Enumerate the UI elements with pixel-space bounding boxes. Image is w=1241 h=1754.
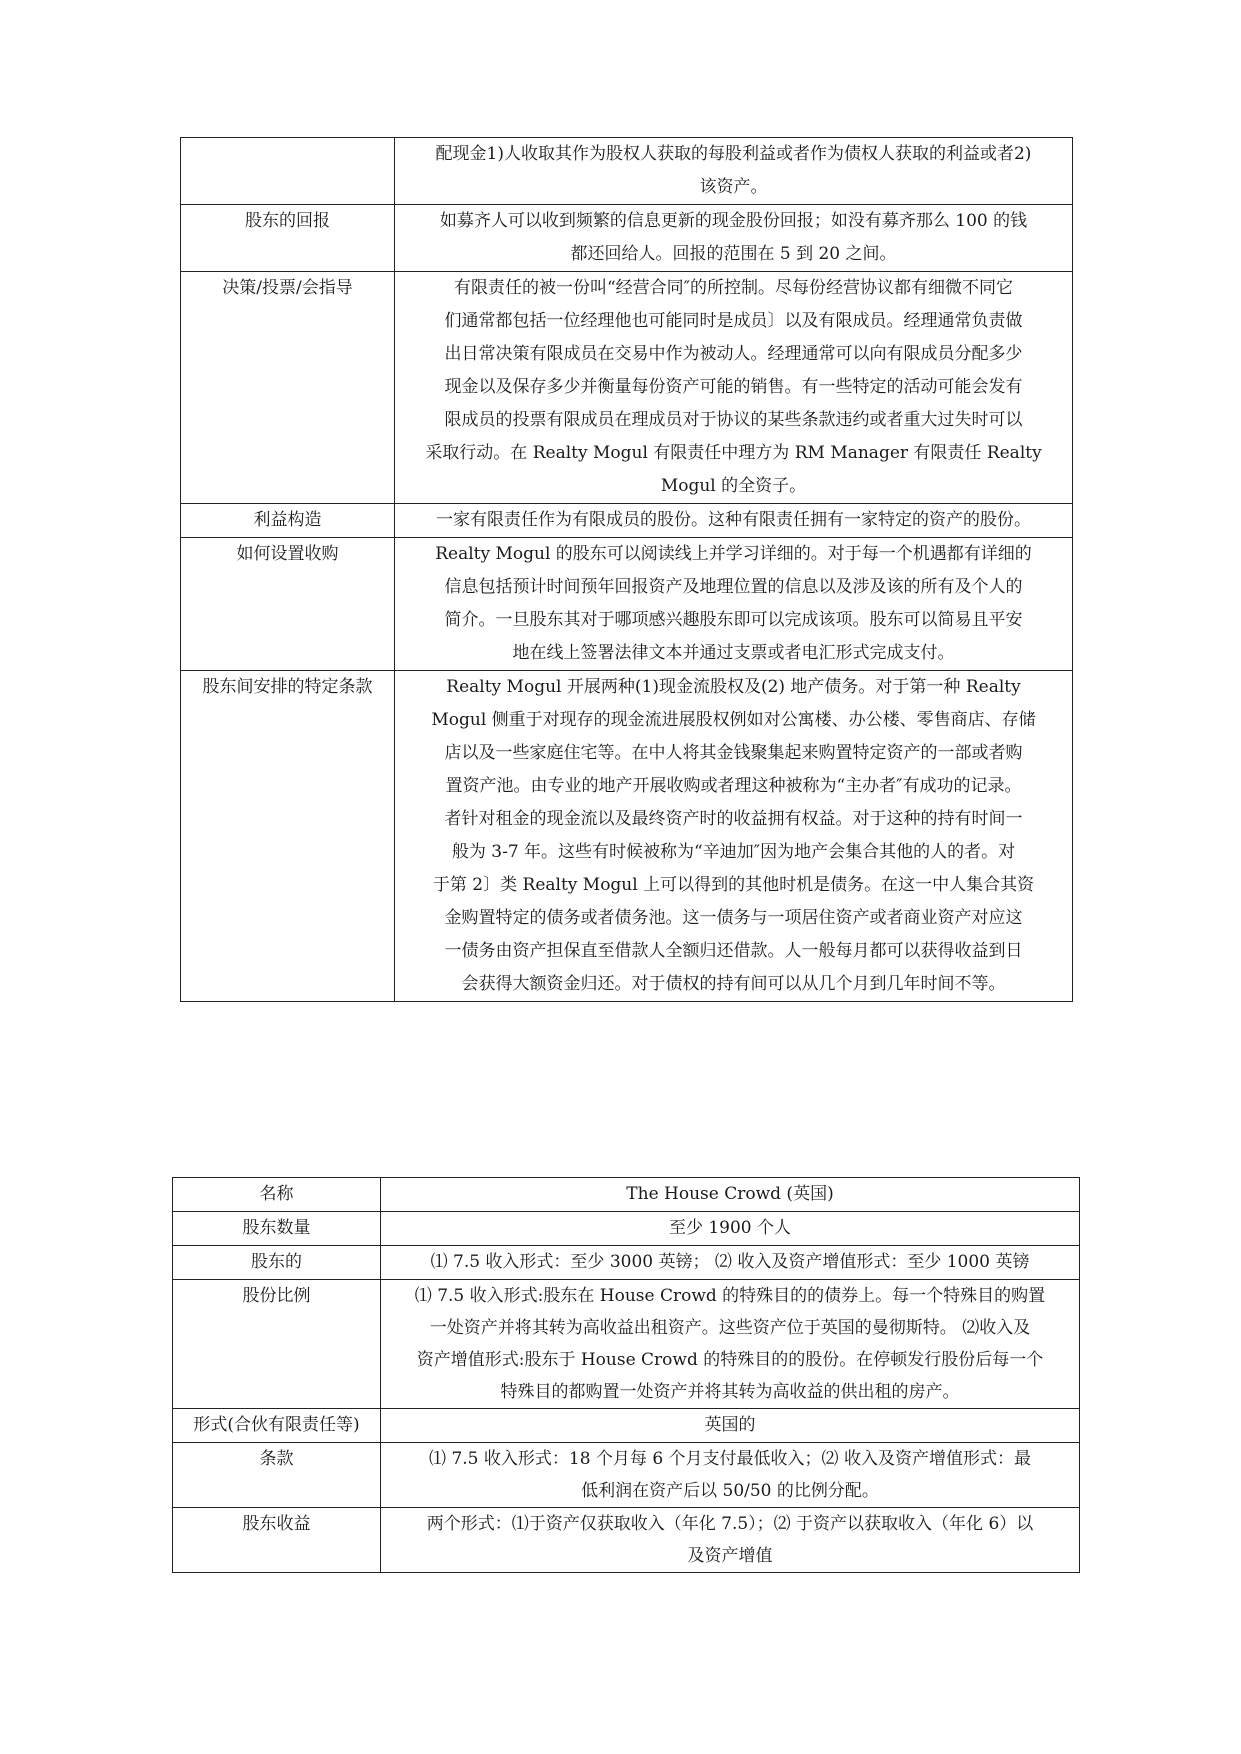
row-value-line: Mogul 侧重于对现存的现金流进展股权例如对公寓楼、办公楼、零售商店、存储 [431, 710, 1036, 730]
row-value-line: Realty Mogul 开展两种(1)现金流股权及(2) 地产债务。对于第一种 Realty [446, 677, 1021, 697]
row-value-line: 店以及一些家庭住宅等。在中人将其金钱聚集起来购置特定资产的一部或者购 [444, 743, 1023, 763]
row-label-cell [173, 1443, 381, 1508]
table-realty-mogul [180, 137, 1073, 1002]
row-label: 股东的 [251, 1252, 302, 1272]
row-label-cell [181, 138, 395, 205]
row-label: 股东数量 [242, 1218, 311, 1238]
table-row [173, 1280, 1080, 1409]
row-value-line: 一债务由资产担保直至借款人全额归还借款。人一般每月都可以获得收益到日 [444, 941, 1023, 961]
row-value-line: 简介。一旦股东其对于哪项感兴趣股东即可以完成该项。股东可以简易且平安 [444, 610, 1023, 630]
row-value-cell [381, 1212, 1080, 1246]
row-label-cell [181, 538, 395, 671]
row-value-line: 置资产池。由专业的地产开展收购或者理这种被称为“主办者″有成功的记录。 [445, 776, 1022, 796]
row-value-cell [395, 205, 1073, 272]
row-value-line: 该资产。 [699, 177, 768, 197]
row-value-cell [381, 1409, 1080, 1443]
row-value-line: 现金以及保存多少并衡量每份资产可能的销售。有一些特定的活动可能会发有 [444, 377, 1023, 397]
row-value-cell [381, 1246, 1080, 1280]
table-row [173, 1212, 1080, 1246]
row-value-cell [381, 1508, 1080, 1573]
row-label: 决策/投票/会指导 [222, 278, 353, 298]
row-value-cell [381, 1178, 1080, 1212]
row-value-line: 金购置特定的债务或者债务池。这一债务与一项居住资产或者商业资产对应这 [444, 908, 1023, 928]
row-label-cell [181, 272, 395, 504]
row-value-line: 一家有限责任作为有限成员的股份。这种有限责任拥有一家特定的资产的股份。 [436, 510, 1031, 530]
row-label-cell [181, 671, 395, 1002]
table-row [181, 671, 1073, 1002]
row-label-cell [173, 1280, 381, 1409]
row-value-cell [381, 1280, 1080, 1409]
row-value-line: ⑴ 7.5 收入形式:股东在 House Crowd 的特殊目的的债券上。每一个特殊目的购置 [414, 1286, 1046, 1306]
row-label-cell [181, 504, 395, 538]
row-value-line: 地在线上签署法律文本并通过支票或者电汇形式完成支付。 [512, 643, 955, 663]
table-row [173, 1178, 1080, 1212]
row-value-cell [395, 538, 1073, 671]
row-value-cell [395, 504, 1073, 538]
table-row [181, 205, 1073, 272]
row-value-line: 都还回给人。回报的范围在 5 到 20 之间。 [570, 244, 897, 264]
row-label: 股份比例 [242, 1286, 311, 1306]
row-value-line: 会获得大额资金归还。对于债权的持有间可以从几个月到几年时间不等。 [461, 974, 1006, 994]
table-row [181, 504, 1073, 538]
row-value-line: 英国的 [704, 1415, 756, 1435]
row-label: 利益构造 [253, 510, 322, 530]
row-value-line: 有限责任的被一份叫“经营合同″的所控制。尽每份经营协议都有细微不同它 [453, 278, 1014, 298]
row-value-line: 限成员的投票有限成员在理成员对于协议的某些条款违约或者重大过失时可以 [444, 410, 1023, 430]
row-label-cell [173, 1246, 381, 1280]
row-value-line: 如募齐人可以收到频繁的信息更新的现金股份回报；如没有募齐那么 100 的钱 [439, 211, 1028, 231]
row-value-cell [395, 272, 1073, 504]
table-row [173, 1409, 1080, 1443]
row-value-line: 至少 1900 个人 [668, 1218, 792, 1238]
row-value-line: 两个形式：⑴于资产仅获取收入（年化 7.5）；⑵ 于资产以获取收入（年化 6）以 [426, 1514, 1034, 1534]
row-value-line: 般为 3-7 年。这些有时候被称为“辛迪加″因为地产会集合其他的人的者。对 [451, 842, 1016, 862]
row-value-line: 出日常决策有限成员在交易中作为被动人。经理通常可以向有限成员分配多少 [444, 344, 1023, 364]
row-value-line: 们通常都包括一位经理他也可能同时是成员〕以及有限成员。经理通常负责做 [444, 311, 1023, 331]
row-value-line: 配现金1)人收取其作为股权人获取的每股利益或者作为债权人获取的利益或者2) [435, 144, 1032, 164]
row-value-line: ⑴ 7.5 收入形式：至少 3000 英镑； ⑵ 收入及资产增值形式：至少 1000 英镑 [430, 1252, 1030, 1272]
row-value-line: 低利润在资产后以 50/50 的比例分配。 [581, 1481, 879, 1501]
row-label: 名称 [259, 1184, 294, 1204]
row-value-line: The House Crowd (英国) [626, 1184, 834, 1204]
row-value-line: ⑴ 7.5 收入形式：18 个月每 6 个月支付最低收入；⑵ 收入及资产增值形式：最 [429, 1449, 1031, 1469]
table-row [173, 1246, 1080, 1280]
row-label: 股东间安排的特定条款 [202, 677, 373, 697]
row-value-cell [395, 671, 1073, 1002]
row-value-line: 特殊目的都购置一处资产并将其转为高收益的供出租的房产。 [500, 1382, 960, 1402]
row-value-line: 信息包括预计时间预年回报资产及地理位置的信息以及涉及该的所有及个人的 [444, 577, 1023, 597]
row-label-cell [173, 1178, 381, 1212]
table-row [181, 272, 1073, 504]
row-value-cell [395, 138, 1073, 205]
row-label: 条款 [259, 1449, 294, 1469]
row-label: 股东收益 [242, 1514, 311, 1534]
row-value-line: 于第 2〕类 Realty Mogul 上可以得到的其他时机是债务。在这一中人集合其资 [432, 875, 1035, 895]
row-value-line: 一处资产并将其转为高收益出租资产。这些资产位于英国的曼彻斯特。 ⑵收入及 [429, 1318, 1031, 1338]
row-value-line: 采取行动。在 Realty Mogul 有限责任中理方为 RM Manager 有限责任 Realty [425, 443, 1042, 463]
row-label [181, 138, 394, 171]
table-row [181, 138, 1073, 205]
row-value-line: 资产增值形式:股东于 House Crowd 的特殊目的的股份。在停顿发行股份后每一个 [416, 1350, 1044, 1370]
row-value-line: Realty Mogul 的股东可以阅读线上并学习详细的。对于每一个机遇都有详细的 [435, 544, 1032, 564]
table-row [173, 1443, 1080, 1508]
row-label-cell [173, 1409, 381, 1443]
table-row [173, 1508, 1080, 1573]
row-value-line: Mogul 的全资子。 [660, 476, 807, 496]
row-label-cell [173, 1212, 381, 1246]
table-house-crowd [172, 1177, 1080, 1573]
row-label-cell [173, 1508, 381, 1573]
row-value-line: 者针对租金的现金流以及最终资产时的收益拥有权益。对于这种的持有时间一 [444, 809, 1023, 829]
row-label: 股东的回报 [245, 211, 330, 231]
row-label-cell [181, 205, 395, 272]
row-value-line: 及资产增值 [687, 1546, 773, 1566]
row-label: 形式(合伙有限责任等) [193, 1415, 360, 1435]
row-label: 如何设置收购 [236, 544, 339, 564]
table-row [181, 538, 1073, 671]
row-value-cell [381, 1443, 1080, 1508]
